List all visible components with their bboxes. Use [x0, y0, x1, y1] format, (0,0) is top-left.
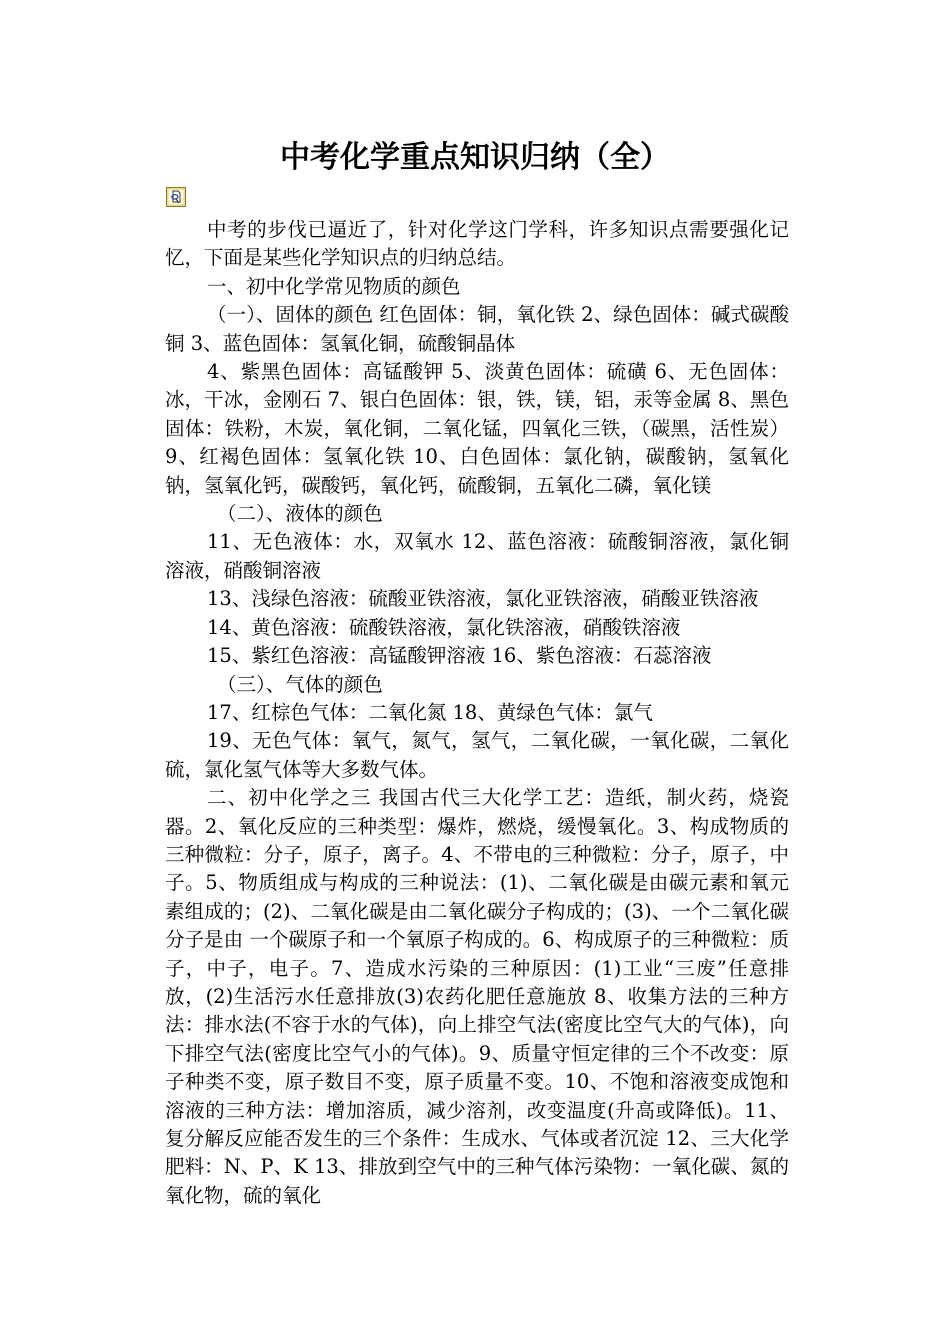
heading-section-1: 一、初中化学常见物质的颜色 — [207, 274, 461, 298]
document-link-icon[interactable] — [166, 187, 186, 207]
paragraph-liquid-15-16: 15、紫红色溶液：高锰酸钾溶液 16、紫色溶液：石蕊溶液 — [207, 644, 712, 668]
document-body — [165, 216, 789, 1210]
paragraph-intro: 中考的步伐已逼近了，针对化学这门学科，许多知识点需要强化记忆，下面是某些化学知识点的归纳总结。 — [165, 218, 789, 270]
paragraph-gas-19: 19、无色气体：氧气，氮气，氢气，二氧化碳，一氧化碳，二氧化硫，氯化氢气体等大多数气体。 — [165, 729, 789, 781]
heading-gas-colors: （三）、气体的颜色 — [217, 672, 383, 696]
document-title: 中考化学重点知识归纳（全） — [280, 140, 670, 175]
paragraph-liquid-14: 14、黄色溶液：硫酸铁溶液，氯化铁溶液，硝酸铁溶液 — [207, 615, 681, 639]
paragraph-solid-colors: （一）、固体的颜色 红色固体：铜，氧化铁 2、绿色固体：碱式碳酸铜 3、蓝色固体：氢氧化铜，硫酸铜晶体 — [165, 303, 789, 355]
paragraph-solid-colors-continued: 4、紫黑色固体：高锰酸钾 5、淡黄色固体：硫磺 6、无色固体：冰，干冰，金刚石 7、银白色固体：银，铁，镁，铝，汞等金属 8、黑色固体：铁粉，木炭，氧化铜，二氧化锰，四氧化三铁，（碳黑，活性炭）9、红褐色固体：氢氧化铁 10、白色固体：氯化钠，碳酸钠，氢氧化钠，氢氧化钙，碳酸钙，氧化钙，硫酸铜，五氧化二磷，氧化镁 — [165, 360, 789, 497]
paragraph-section-2: 二、初中化学之三 我国古代三大化学工艺：造纸，制火药，烧瓷器。2、氧化反应的三种类型：爆炸，燃烧，缓慢氧化。3、构成物质的三种微粒：分子，原子，离子。4、不带电的三种微粒：分子，原子，中子。5、物质组成与构成的三种说法：(1)、二氧化碳是由碳元素和氧元素组成的；(2)、二氧化碳是由二氧化碳分子构成的；(3)、一个二氧化碳分子是由 一个碳原子和一个氧原子构成的。6、构成原子的三种微粒：质子，中子，电子。7、造成水污染的三种原因：(1)工业“三废”任意排放，(2)生活污水任意排放(3)农药化肥任意施放 8、收集方法的三种方法：排水法(不容于水的气体)，向上排空气法(密度比空气大的气体)，向下排空气法(密度比空气小的气体)。9、质量守恒定律的三个不改变：原子种类不变，原子数目不变，原子质量不变。10、不饱和溶液变成饱和溶液的三种方法：增加溶质，减少溶剂，改变温度(升高或降低)。11、复分解反应能否发生的三个条件：生成水、气体或者沉淀 12、三大化学肥料：N、P、K 13、排放到空气中的三种气体污染物：一氧化碳、氮的氧化物，硫的氧化 — [165, 786, 789, 1207]
paragraph-liquid-11-12: 11、无色液体：水，双氧水 12、蓝色溶液：硫酸铜溶液，氯化铜溶液，硝酸铜溶液 — [165, 530, 789, 582]
paragraph-liquid-13: 13、浅绿色溶液：硫酸亚铁溶液，氯化亚铁溶液，硝酸亚铁溶液 — [207, 587, 759, 611]
paragraph-gas-17-18: 17、红棕色气体：二氧化氮 18、黄绿色气体：氯气 — [207, 700, 653, 724]
heading-liquid-colors: （二）、液体的颜色 — [217, 502, 383, 526]
